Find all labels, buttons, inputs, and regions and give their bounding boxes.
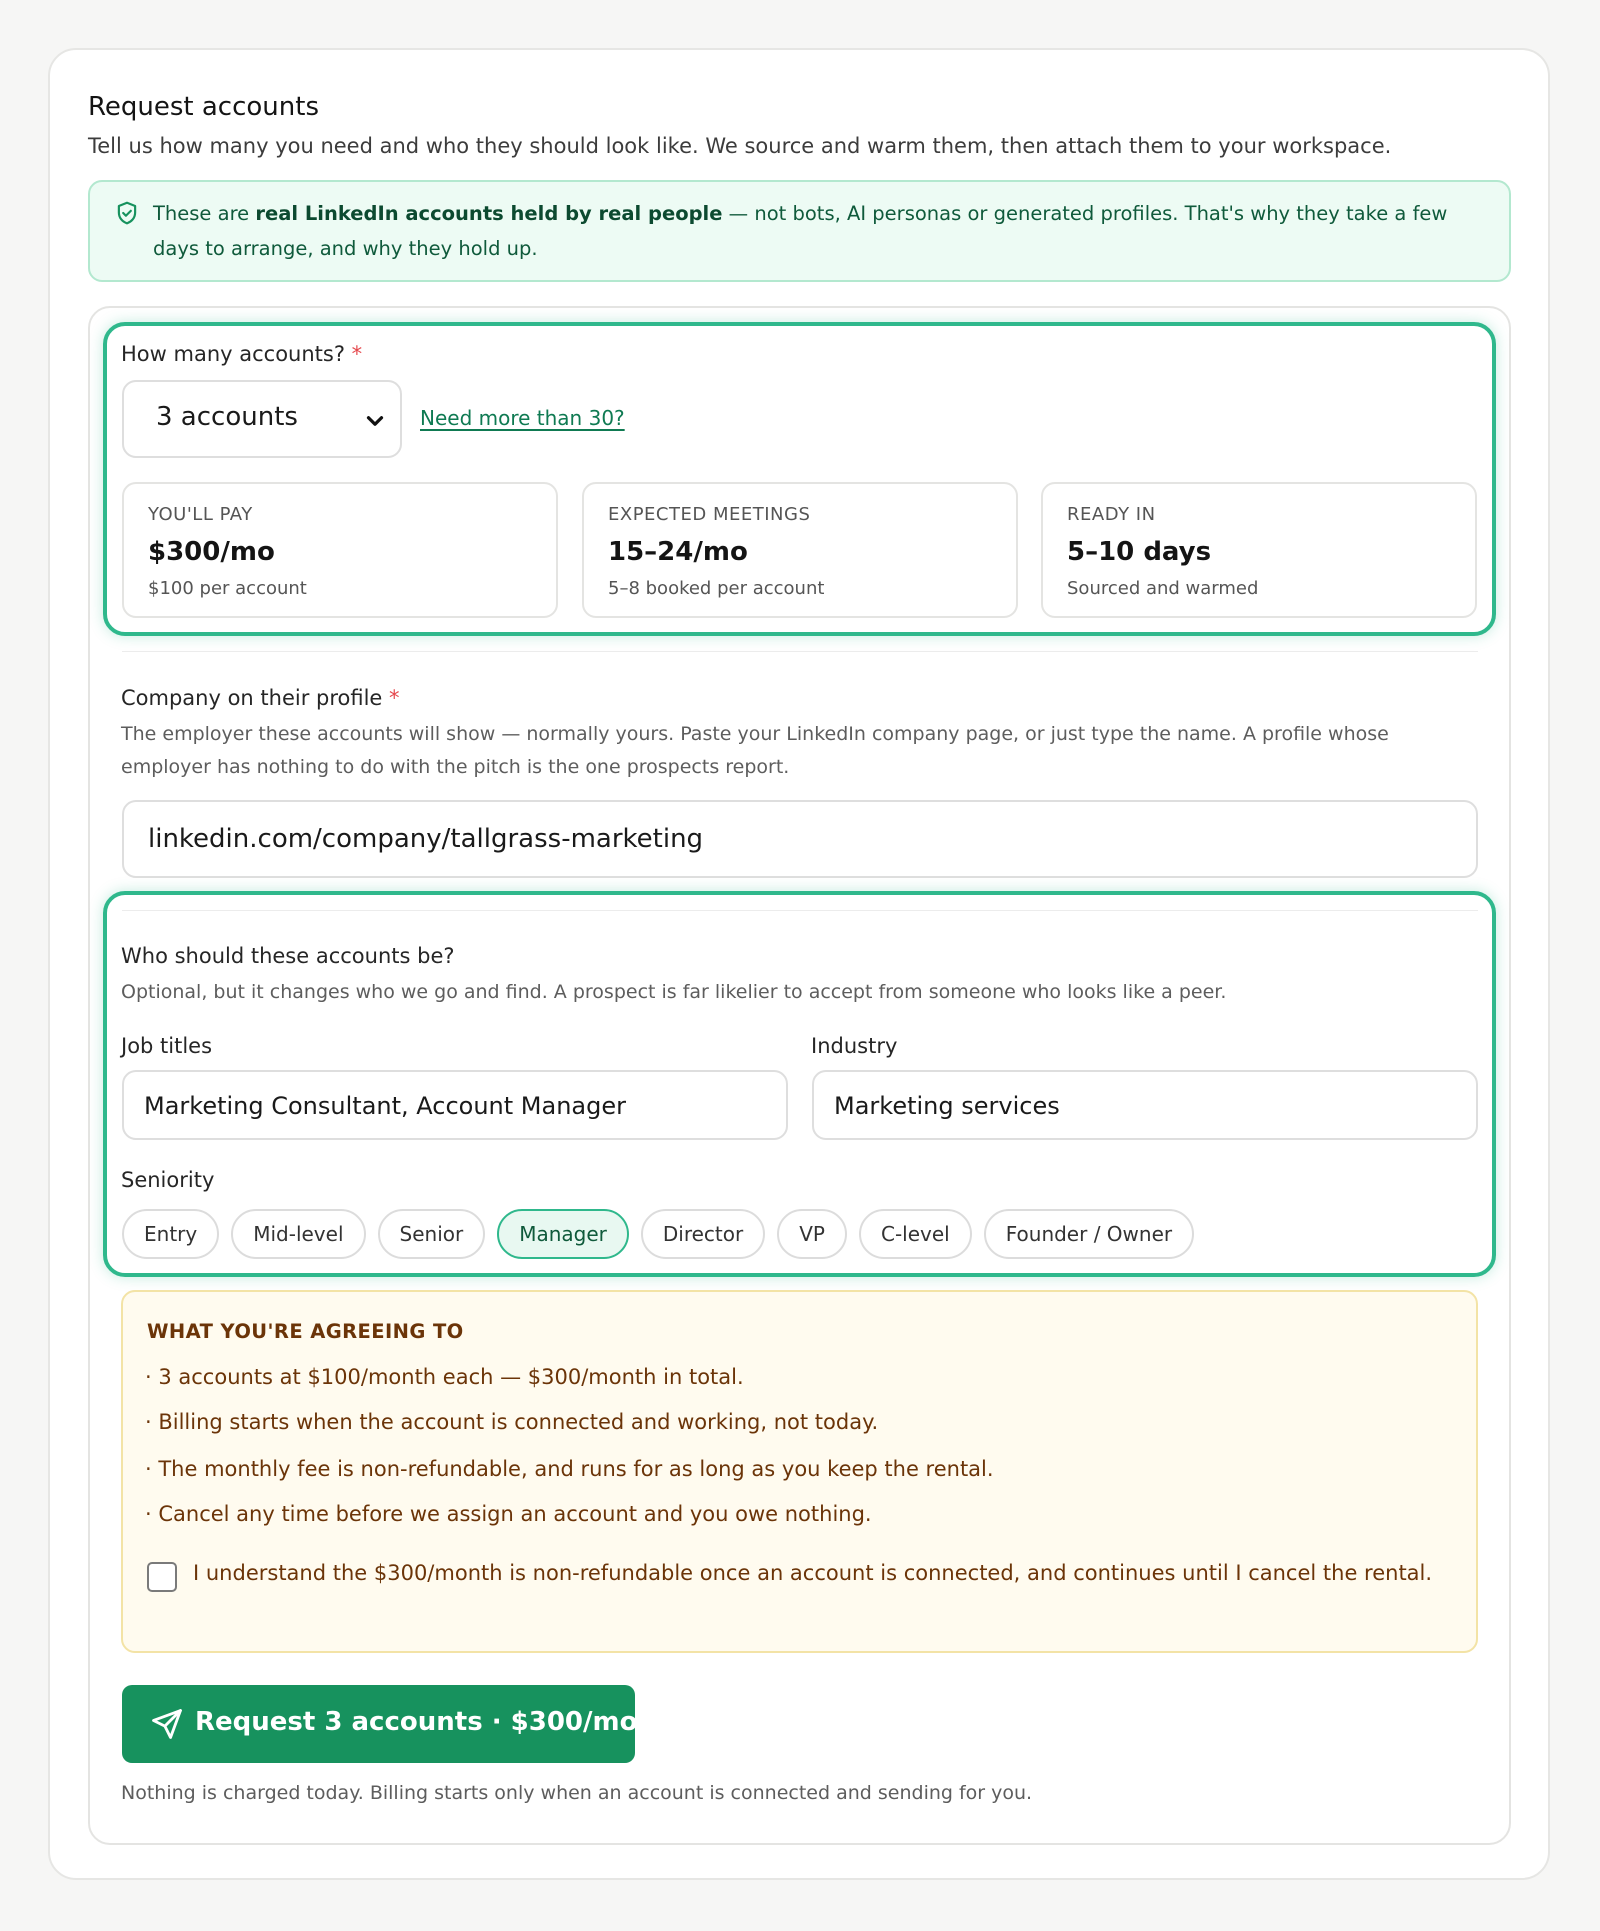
stat-cost-value: $300/mo [148, 537, 275, 567]
company-input-value: linkedin.com/company/tallgrass-marketing [148, 824, 704, 854]
stat-meetings-key: EXPECTED MEETINGS [608, 504, 811, 525]
divider [122, 651, 1478, 652]
seniority-chip-senior[interactable]: Senior [378, 1209, 486, 1259]
quantity-highlight [103, 322, 1496, 636]
stat-ready-value: 5–10 days [1067, 537, 1212, 567]
seniority-label: Seniority [121, 1168, 215, 1192]
company-help: The employer these accounts will show — normally yours. Paste your LinkedIn company page, or just type the name. A profile whose employer has nothing to do with the pitch is the one prospects report. [121, 723, 1389, 778]
seniority-chip-manager[interactable]: Manager [497, 1209, 629, 1259]
page-subtitle: Tell us how many you need and who they should look like. We source and warm them, then attach them to your workspace. [88, 134, 1392, 158]
accounts-count-value: 3 accounts [156, 402, 298, 432]
company-input[interactable] [122, 800, 1478, 878]
persona-help: Optional, but it changes who we go and find. A prospect is far likelier to accept from someone who looks like a peer. [121, 981, 1227, 1003]
shield-check-icon [114, 200, 140, 226]
stat-meetings-value: 15–24/mo [608, 537, 748, 567]
company-label: Company on their profile * [121, 686, 400, 710]
job-titles-value: Marketing Consultant, Account Manager [144, 1092, 627, 1120]
agreement-title: WHAT YOU'RE AGREEING TO [147, 1320, 464, 1343]
seniority-chip-c-level[interactable]: C-level [859, 1209, 972, 1259]
billing-footnote: Nothing is charged today. Billing starts only when an account is connected and sending for you. [121, 1782, 1033, 1804]
seniority-chip-director[interactable]: Director [641, 1209, 765, 1259]
industry-value: Marketing services [834, 1092, 1060, 1120]
stat-cost-sub: $100 per account [148, 578, 307, 599]
stat-ready-sub: Sourced and warmed [1067, 578, 1259, 599]
seniority-chip-entry[interactable]: Entry [122, 1209, 219, 1259]
required-mark: * [351, 342, 363, 366]
stat-cost-key: YOU'LL PAY [148, 504, 253, 525]
agreement-item: · 3 accounts at $100/month each — $300/month in total. [145, 1365, 744, 1389]
seniority-chip-mid-level[interactable]: Mid-level [231, 1209, 365, 1259]
stat-ready-key: READY IN [1067, 504, 1156, 525]
persona-highlight [103, 891, 1496, 1277]
send-icon [150, 1707, 184, 1741]
notice-bold: real LinkedIn accounts held by real people [255, 202, 723, 225]
agreement-item: · Cancel any time before we assign an account and you owe nothing. [145, 1502, 872, 1526]
seniority-chip-vp[interactable]: VP [777, 1209, 847, 1259]
industry-label: Industry [811, 1034, 898, 1058]
agreement-item: · The monthly fee is non-refundable, and runs for as long as you keep the rental. [145, 1457, 994, 1481]
need-more-link[interactable]: Need more than 30? [420, 406, 625, 430]
seniority-chip-founder-owner[interactable]: Founder / Owner [984, 1209, 1194, 1259]
agreement-item: · Billing starts when the account is connected and working, not today. [145, 1410, 879, 1434]
notice-text: These are real LinkedIn accounts held by real people — not bots, AI personas or generated profiles. That's why they take a few days to arrange, and why they hold up. [153, 202, 1448, 260]
agreement-checkbox-label[interactable]: I understand the $300/month is non-refundable once an account is connected, and continues until I cancel the rental. [193, 1561, 1433, 1585]
agreement-checkbox[interactable] [147, 1562, 177, 1592]
page-title: Request accounts [88, 92, 320, 122]
request-accounts-label: Request 3 accounts · $300/mo [195, 1707, 638, 1737]
request-accounts-button[interactable] [122, 1685, 638, 1763]
accounts-count-label: How many accounts? * [121, 342, 363, 366]
stat-meetings-sub: 5–8 booked per account [608, 578, 825, 599]
job-titles-label: Job titles [121, 1034, 213, 1058]
required-mark: * [389, 686, 400, 710]
persona-label: Who should these accounts be? [121, 944, 455, 968]
